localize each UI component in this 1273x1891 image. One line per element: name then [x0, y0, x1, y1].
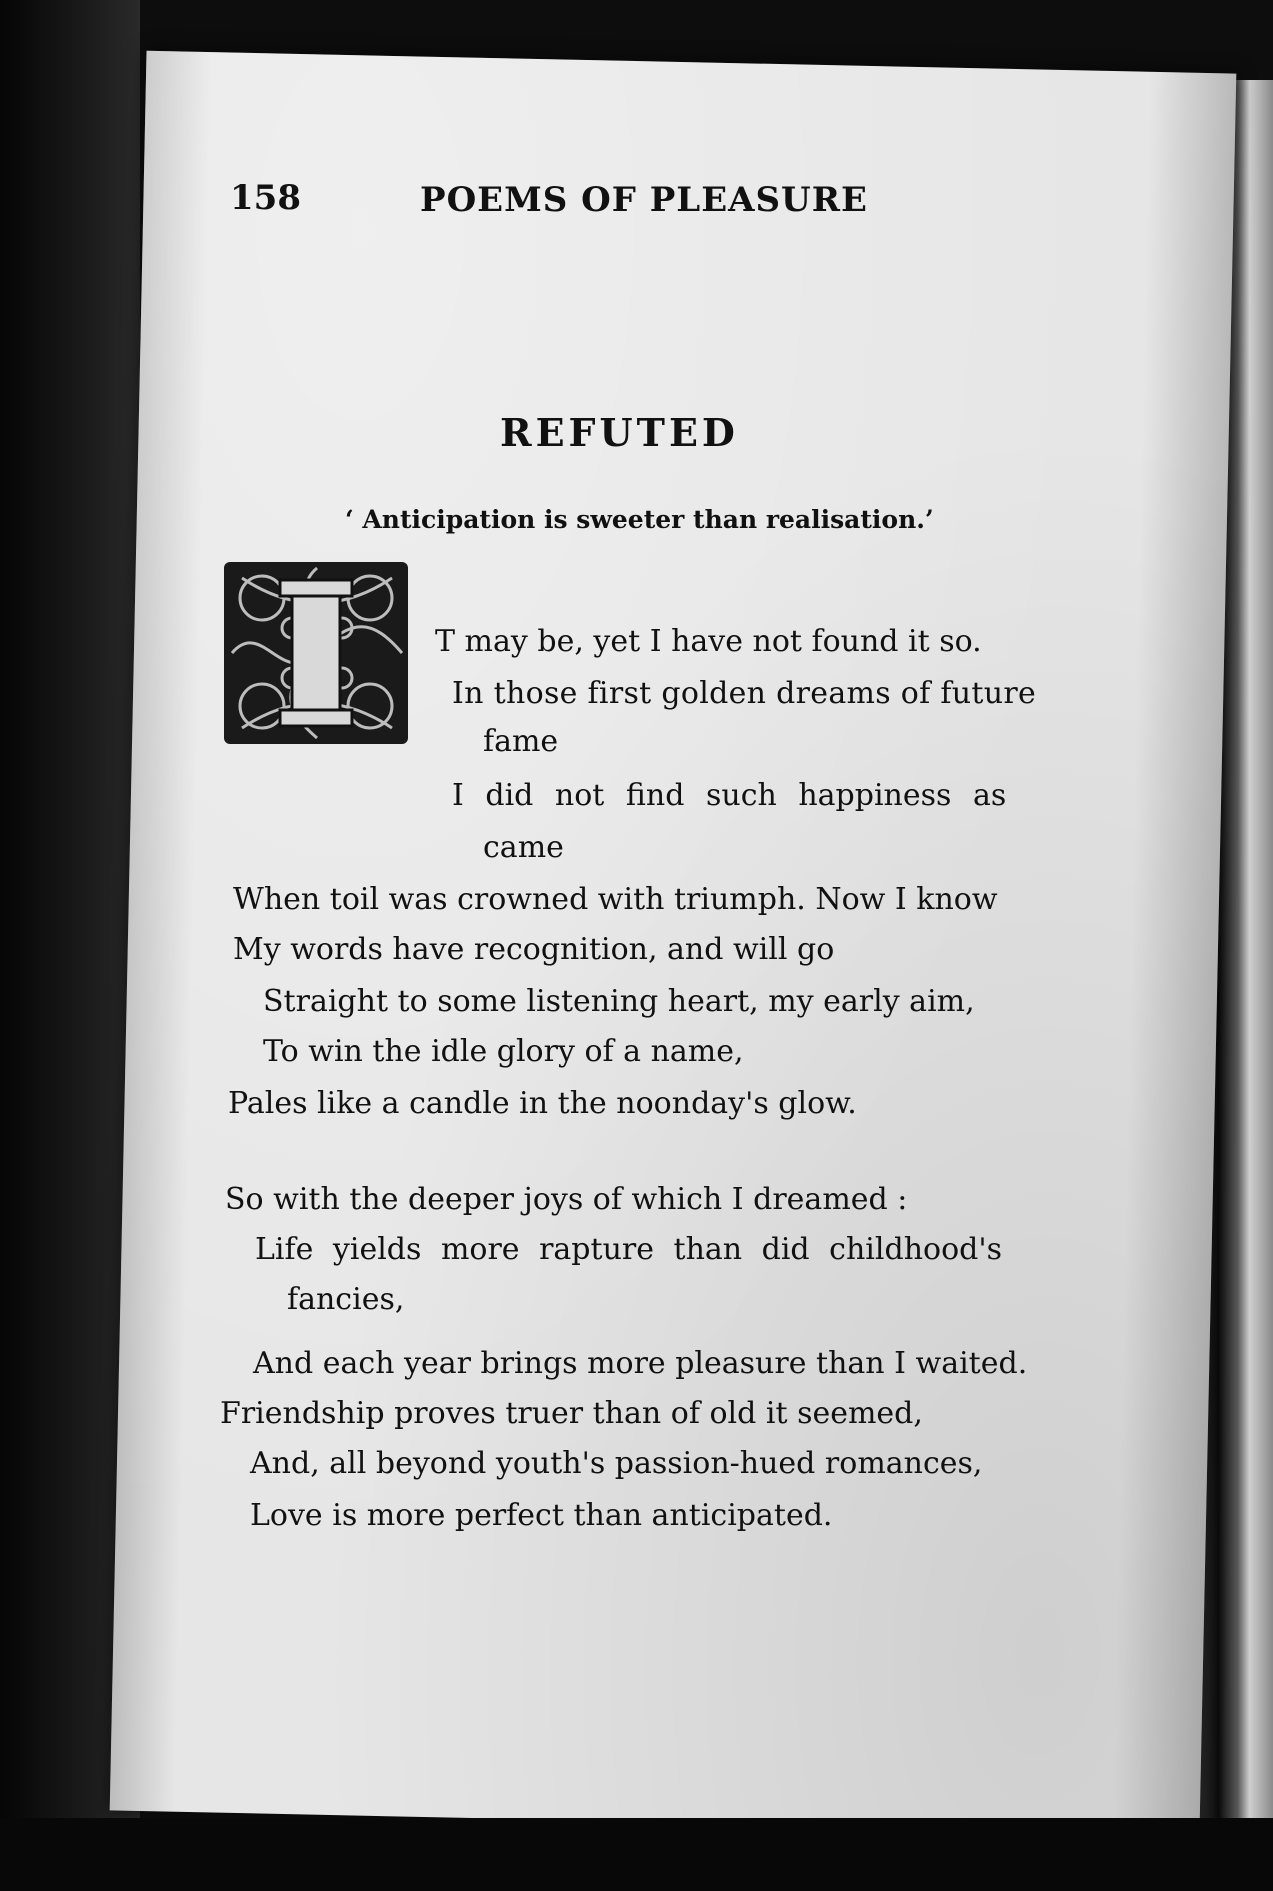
- ornamental-dropcap-icon: [222, 558, 412, 748]
- poem-line: Pales like a candle in the noonday's glow.: [228, 1086, 857, 1121]
- poem-line: fancies,: [287, 1282, 405, 1317]
- poem-line: In those first golden dreams of future: [452, 676, 1037, 711]
- poem-line: T may be, yet I have not found it so.: [435, 624, 982, 659]
- poem-line: And, all beyond youth's passion-hued romances,: [250, 1446, 983, 1481]
- running-head: POEMS OF PLEASURE: [420, 180, 868, 220]
- poem-line: Straight to some listening heart, my early aim,: [263, 984, 975, 1019]
- bottom-shadow-band: [0, 1818, 1273, 1891]
- poem-line: So with the deeper joys of which I dreamed :: [225, 1182, 908, 1217]
- poem-line: fame: [483, 724, 559, 759]
- poem-line: came: [483, 830, 564, 865]
- poem-title: REFUTED: [500, 410, 739, 455]
- poem-line: Love is more perfect than anticipated.: [250, 1498, 833, 1533]
- poem-epigraph: ‘ Anticipation is sweeter than realisation.’: [345, 505, 934, 534]
- poem-line: To win the idle glory of a name,: [263, 1034, 744, 1069]
- page-number: 158: [230, 178, 301, 218]
- poem-line: Friendship proves truer than of old it seemed,: [220, 1396, 923, 1431]
- poem-line: Life yields more rapture than did childhood's: [255, 1232, 1002, 1267]
- poem-line: And each year brings more pleasure than I waited.: [253, 1346, 1028, 1381]
- poem-line: I did not find such happiness as: [452, 778, 1007, 813]
- poem-line: My words have recognition, and will go: [233, 932, 835, 967]
- poem-line: When toil was crowned with triumph. Now I know: [233, 882, 998, 917]
